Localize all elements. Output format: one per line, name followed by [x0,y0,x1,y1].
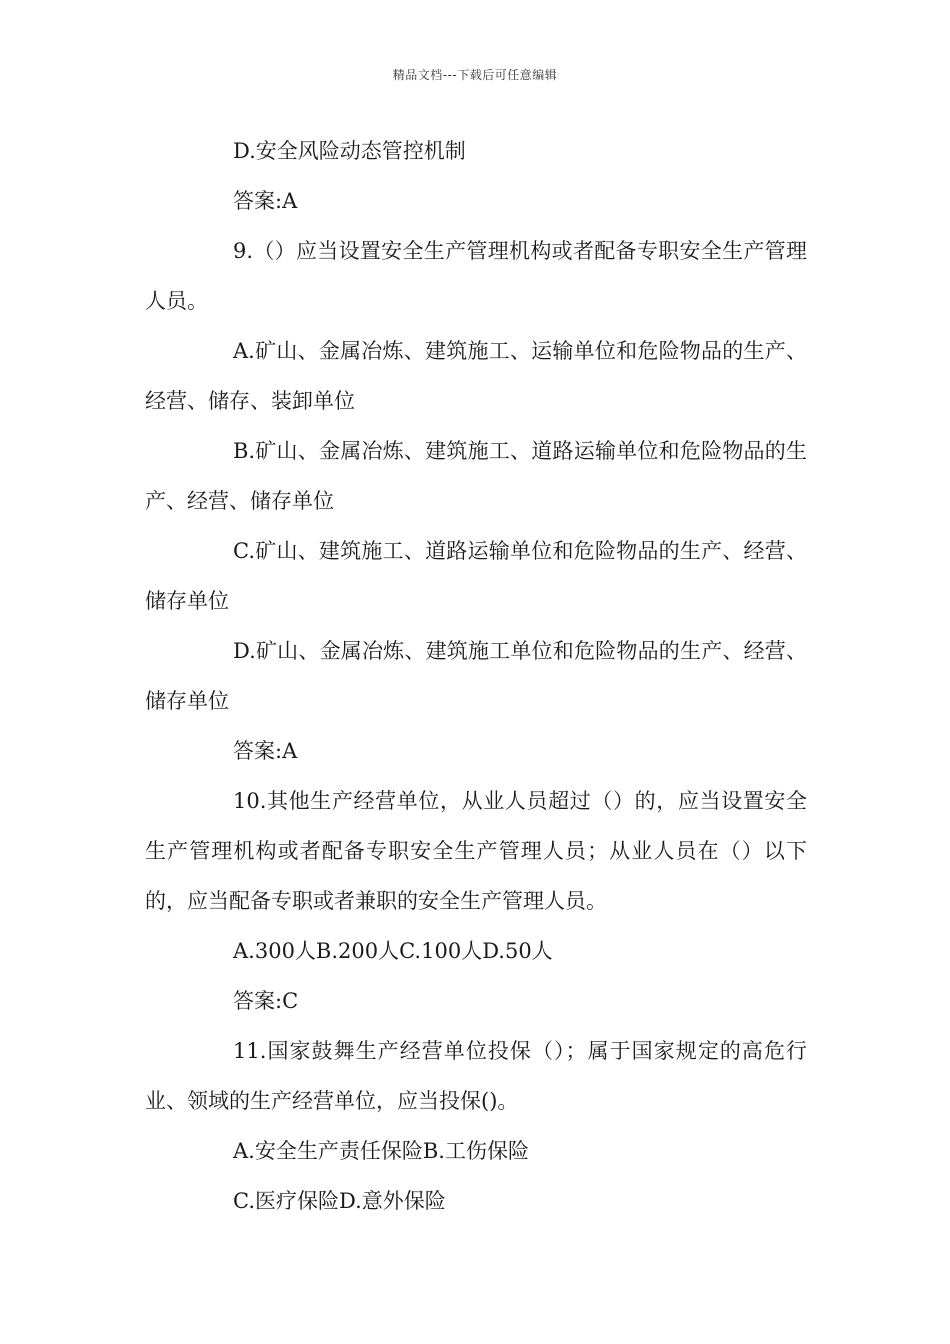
option-c-q9: C.矿山、建筑施工、道路运输单位和危险物品的生产、经营、储存单位 [145,539,807,613]
question-9: 9.（）应当设置安全生产管理机构或者配备专职安全生产管理人员。 [145,239,807,313]
question-11: 11.国家鼓舞生产经营单位投保（）；属于国家规定的高危行业、领域的生产经营单位，应当投保()。 [145,1039,807,1113]
option-d-q9: D.矿山、金属冶炼、建筑施工单位和危险物品的生产、经营、储存单位 [145,639,807,713]
question-10: 10.其他生产经营单位，从业人员超过（）的，应当设置安全生产管理机构或者配备专职安全生产管理人员；从业人员在（）以下的，应当配备专职或者兼职的安全生产管理人员。 [145,789,807,913]
options-q10: A.300人B.200人C.100人D.50人 [233,939,553,963]
option-a-q9: A.矿山、金属冶炼、建筑施工、运输单位和危险物品的生产、经营、储存、装卸单位 [145,339,807,413]
document-body [145,126,807,1226]
page-header: 精品文档---下载后可任意编辑 [392,68,558,82]
option-d-q8: D.安全风险动态管控机制 [233,139,466,163]
answer-q10: 答案:C [233,989,299,1013]
options-cd-q11: C.医疗保险D.意外保险 [233,1189,446,1213]
answer-q8: 答案:A [233,189,298,213]
option-b-q9: B.矿山、金属冶炼、建筑施工、道路运输单位和危险物品的生产、经营、储存单位 [145,439,807,513]
options-ab-q11: A.安全生产责任保险B.工伤保险 [233,1139,529,1163]
answer-q9: 答案:A [233,739,298,763]
